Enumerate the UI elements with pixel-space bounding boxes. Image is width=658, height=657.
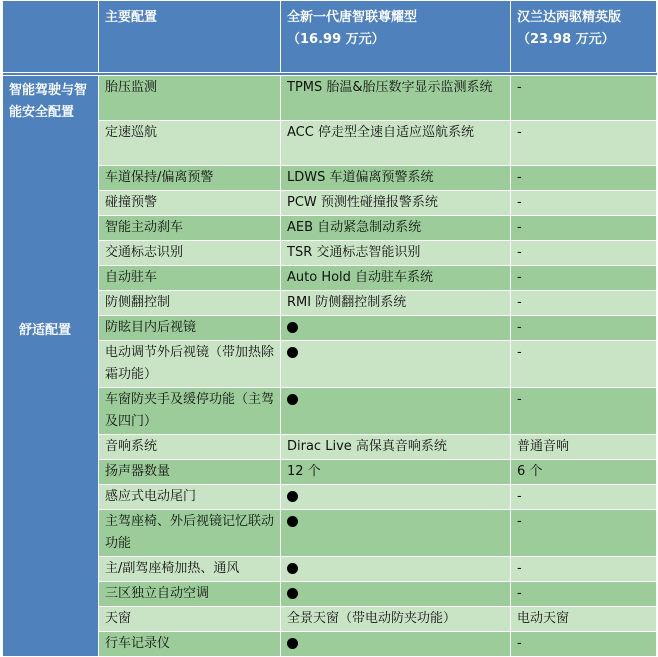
feature-cell: 智能主动刹车 [99,216,281,241]
model-b-cell: - [511,341,657,388]
feature-cell: 防眩目内后视镜 [99,316,281,341]
table-row [3,291,657,316]
spec-table [2,0,657,657]
model-b-cell: - [511,216,657,241]
model-a-price: （16.99 万元） [287,32,385,47]
model-a-cell: Auto Hold 自动驻车系统 [281,266,511,291]
model-b-name: 汉兰达两驱精英版 [517,10,622,25]
table-row [3,121,657,166]
feature-cell: 主/副驾座椅加热、通风 [99,557,281,582]
model-b-cell: - [511,241,657,266]
model-a-cell [281,388,511,435]
model-a-cell: TPMS 胎温&胎压数字显示监测系统 [281,76,511,121]
model-b-cell: - [511,510,657,557]
model-b-cell: - [511,76,657,121]
table-row [3,241,657,266]
category-safety: 智能驾驶与智能安全配置 [9,83,88,120]
model-b-cell: - [511,121,657,166]
standard-feature-dot-icon [287,516,298,527]
feature-cell: 定速巡航 [99,121,281,166]
model-a-cell [281,582,511,607]
feature-cell: 主驾座椅、外后视镜记忆联动功能 [99,510,281,557]
standard-feature-dot-icon [287,491,298,502]
model-b-cell: - [511,291,657,316]
model-a-cell [281,632,511,657]
model-b-cell: - [511,191,657,216]
category-column [3,76,99,657]
feature-cell: 交通标志识别 [99,241,281,266]
table-row [3,435,657,460]
model-a-cell: AEB 自动紧急制动系统 [281,216,511,241]
model-a-cell [281,557,511,582]
table-row [3,341,657,388]
table-row [3,316,657,341]
table-row [3,76,657,121]
table-row [3,460,657,485]
model-b-cell: 普通音响 [511,435,657,460]
table-row [3,266,657,291]
table-row [3,607,657,632]
model-b-cell: - [511,266,657,291]
table-body [3,76,657,657]
table-row [3,632,657,657]
feature-cell: 胎压监测 [99,76,281,121]
model-a-cell [281,510,511,557]
standard-feature-dot-icon [287,322,298,333]
table-row [3,216,657,241]
model-a-cell: 全景天窗（带电动防夹功能） [281,607,511,632]
model-a-cell: LDWS 车道偏离预警系统 [281,166,511,191]
feature-cell: 碰撞预警 [99,191,281,216]
header-model-a [281,1,511,73]
model-a-cell: RMI 防侧翻控制系统 [281,291,511,316]
model-b-cell: - [511,485,657,510]
table-row [3,485,657,510]
feature-cell: 感应式电动尾门 [99,485,281,510]
model-a-name: 全新一代唐智联尊耀型 [287,10,418,25]
header-model-b [511,1,657,73]
table-row [3,582,657,607]
standard-feature-dot-icon [287,563,298,574]
standard-feature-dot-icon [287,588,298,599]
feature-cell: 车窗防夹手及缓停功能（主驾及四门） [99,388,281,435]
model-b-cell: - [511,166,657,191]
table-row [3,166,657,191]
model-b-price: （23.98 万元） [517,32,615,47]
model-a-cell: 12 个 [281,460,511,485]
model-a-cell: ACC 停走型全速自适应巡航系统 [281,121,511,166]
feature-cell: 天窗 [99,607,281,632]
standard-feature-dot-icon [287,347,298,358]
header-row [3,1,657,73]
model-b-cell: - [511,316,657,341]
model-b-cell: - [511,557,657,582]
standard-feature-dot-icon [287,394,298,405]
feature-cell: 三区独立自动空调 [99,582,281,607]
model-b-cell: - [511,582,657,607]
table-row [3,191,657,216]
model-a-cell [281,341,511,388]
feature-cell: 扬声器数量 [99,460,281,485]
model-a-cell: TSR 交通标志智能识别 [281,241,511,266]
feature-cell: 电动调节外后视镜（带加热除霜功能） [99,341,281,388]
table-row [3,557,657,582]
table-row [3,388,657,435]
header-main-config: 主要配置 [99,1,281,73]
feature-cell: 防侧翻控制 [99,291,281,316]
header-blank [3,1,99,73]
model-a-cell: PCW 预测性碰撞报警系统 [281,191,511,216]
table-row [3,510,657,557]
model-b-cell: - [511,388,657,435]
model-b-cell: - [511,632,657,657]
model-b-cell: 6 个 [511,460,657,485]
model-b-cell: 电动天窗 [511,607,657,632]
feature-cell: 音响系统 [99,435,281,460]
model-a-cell: Dirac Live 高保真音响系统 [281,435,511,460]
category-comfort: 舒适配置 [19,323,72,338]
standard-feature-dot-icon [287,638,298,649]
feature-cell: 行车记录仪 [99,632,281,657]
feature-cell: 车道保持/偏离预警 [99,166,281,191]
model-a-cell [281,485,511,510]
model-a-cell [281,316,511,341]
feature-cell: 自动驻车 [99,266,281,291]
